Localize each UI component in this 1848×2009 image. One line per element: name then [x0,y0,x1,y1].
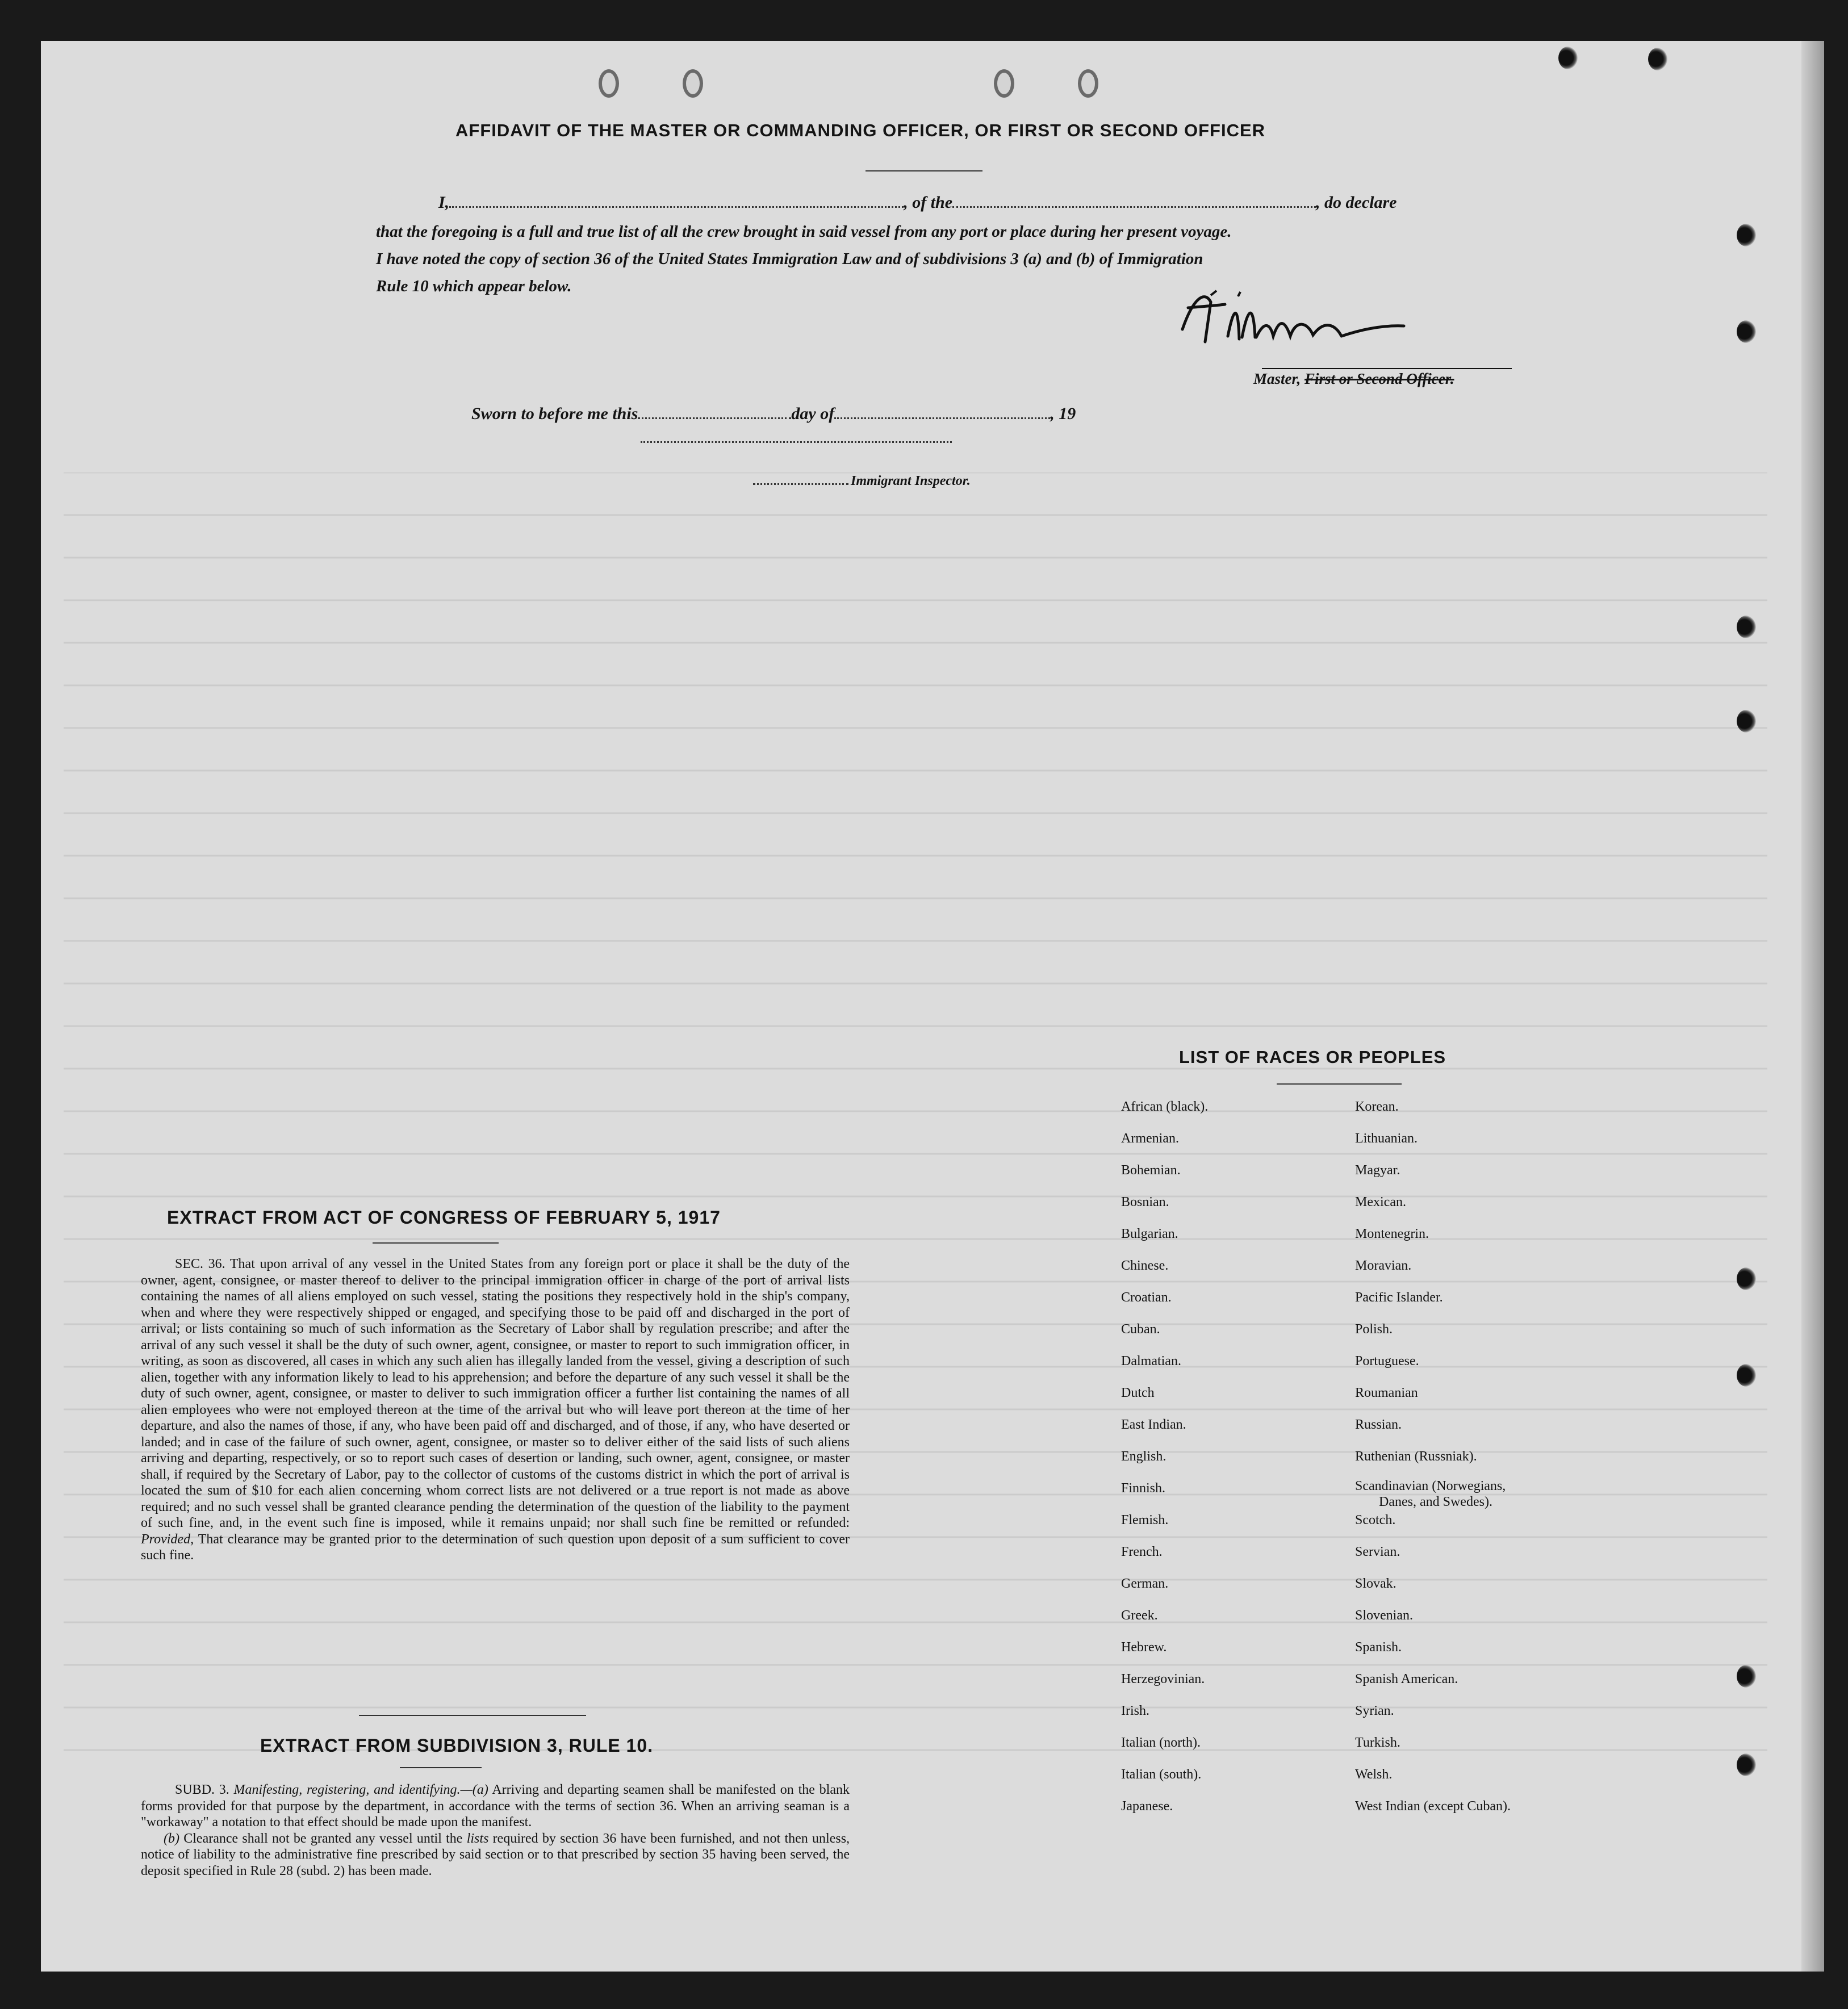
race-item: Bosnian. [1121,1195,1169,1209]
race-item: West Indian (except Cuban). [1355,1799,1511,1814]
race-item: Slovenian. [1355,1608,1413,1623]
act-extract-divider [373,1242,499,1244]
race-item: East Indian. [1121,1417,1186,1432]
punch-mark [1648,48,1667,70]
races-title: LIST OF RACES OR PEOPLES [1179,1047,1446,1067]
sworn-label: Sworn to before me this [471,404,638,423]
rule-paragraph-b [141,1831,850,1880]
act-extract-title: EXTRACT FROM ACT OF CONGRESS OF FEBRUARY 5, 1917 [167,1207,721,1228]
rule-extract-title: EXTRACT FROM SUBDIVISION 3, RULE 10. [260,1735,654,1756]
master-signature [1171,285,1415,359]
punch-mark [1737,710,1756,733]
race-item: Flemish. [1121,1513,1169,1527]
race-item: Japanese. [1121,1799,1173,1814]
rule-paragraph-a [141,1782,850,1831]
bleed-through-grid [64,472,1767,1835]
punch-mark [1737,224,1756,246]
race-item: Servian. [1355,1545,1400,1559]
race-item: Dutch [1121,1386,1155,1400]
race-item: German. [1121,1576,1169,1591]
race-item: Greek. [1121,1608,1158,1623]
rule-para-b-text-1: Clearance shall not be granted any vessel until the [183,1831,463,1846]
bleed-through-lines [64,472,1767,1835]
race-item: Welsh. [1355,1767,1393,1782]
rule-para-b-lists: lists [466,1831,489,1846]
race-item: Lithuanian. [1355,1131,1418,1146]
title-divider [866,170,982,171]
inspector-signature-blank [641,436,952,443]
rule-subd-title: Manifesting, registering, and identifying. [233,1782,461,1797]
rule-extract-body [141,1782,850,1879]
race-item: Finnish. [1121,1481,1166,1496]
affidavit-line-2: that the foregoing is a full and true list of all the crew brought in said vessel from any port or place during her present voyage. [376,223,1232,241]
binder-hole [683,69,703,98]
act-section-text: That upon arrival of any vessel in the United States from any foreign port or place it shall be the duty of the owner, agent, consignee, or master thereof to deliver to the principal immigration officer in charge of the port of arrival lists containing the names of all aliens employed on such vessel, stating the positions they respectively hold in the ship's company, when and where they were respectively shipped or engaged, and specifying those to be paid off and discharged in the port of arrival; or lists containing so much of such information as the Secretary of Labor shall by regulation prescribe; and after the arrival of any such vessel it shall be the duty of such owner, agent, consignee, or master to report to such immigration officer, in writing, as soon as discovered, all cases in which any such alien has illegally landed from the vessel, giving a description of such alien, together with any information likely to lead to his apprehension; and before the departure of any such vessel it shall be the duty of such owner, agent, consignee, or master to deliver to such immigration officer a further list containing the names of all alien employees who were not employed thereon at the time of the arrival but who will leave port thereon at the time of her departure, and also the names of those, if any, who have been paid off and discharged, and of those, if any, who have deserted or landed; and in case of the failure of such owner, agent, consignee, or master so to deliver either of the said lists of such aliens arriving and departing, respectively, or so to report such cases of desertion or landing, such owner, agent, consignee, or master shall, if required by the Secretary of Labor, pay to the collector of customs of the customs district in which the port of arrival is located the sum of $10 for each alien concerning whom correct lists are not delivered or a true report is not made as above required; and no such vessel shall be granted clearance pending the determination of the question of the liability to the payment of such fine, and, in the event such fine is imposed, while it remains unpaid; nor shall such fine be remitted or refunded: [141,1257,850,1530]
race-item: English. [1121,1449,1167,1464]
struck-officer-label: First or Second Officer. [1305,370,1454,387]
race-item: Moravian. [1355,1258,1412,1273]
race-item: Bulgarian. [1121,1227,1178,1241]
act-extract-body [141,1256,850,1564]
year-label: , 19 [1050,404,1076,423]
race-item: Mexican. [1355,1195,1406,1209]
rule-extract-divider [400,1767,482,1768]
race-item: Montenegrin. [1355,1227,1429,1241]
race-item: African (black). [1121,1099,1209,1114]
race-item: Portuguese. [1355,1354,1419,1368]
race-item: Pacific Islander. [1355,1290,1443,1305]
inspector-name-blank [753,483,848,485]
act-section-number: SEC. 36. [175,1257,225,1271]
race-item: Italian (south). [1121,1767,1202,1782]
race-item: French. [1121,1545,1163,1559]
name-blank [449,206,904,208]
master-label: Master, [1253,370,1301,387]
affidavit-of-the-label: , of the [904,193,953,212]
binder-hole [599,69,619,98]
punch-mark [1737,616,1756,638]
affidavit-title: AFFIDAVIT OF THE MASTER OR COMMANDING OFFICER, OR FIRST OR SECOND OFFICER [455,120,1266,140]
race-item: Spanish. [1355,1640,1402,1655]
race-item: Russian. [1355,1417,1402,1432]
sworn-day-blank [638,417,791,419]
race-item: Bohemian. [1121,1163,1181,1178]
punch-mark [1737,1267,1756,1290]
sworn-line [471,404,1076,424]
race-item: Armenian. [1121,1131,1179,1146]
race-item: Croatian. [1121,1290,1172,1305]
rule-para-b-text-2: required by section 36 have been furnished, and not then unless, notice of liability to the administrative fine prescribed by said section or to that prescribed by section 35 having been served, the deposit specified in Rule 28 (subd. 2) has been made. [141,1831,850,1878]
inspector-label: Immigrant Inspector. [851,474,971,488]
race-item: Ruthenian (Russniak). [1355,1449,1477,1464]
race-item: Italian (north). [1121,1735,1201,1750]
inspector-line [753,474,971,489]
race-item: Chinese. [1121,1258,1169,1273]
affidavit-line-4: Rule 10 which appear below. [376,277,572,295]
punch-mark [1737,320,1756,343]
rule-para-b-mark: (b) [164,1831,179,1846]
race-item: Scotch. [1355,1513,1396,1527]
race-item: Roumanian [1355,1386,1418,1400]
rule-para-a-mark: —(a) [460,1782,488,1797]
punch-mark [1737,1364,1756,1387]
binder-hole [1078,69,1098,98]
punch-mark [1558,47,1578,69]
race-item: Turkish. [1355,1735,1400,1750]
affidavit-declare-label: , do declare [1316,193,1397,212]
race-item: Syrian. [1355,1704,1394,1718]
punch-mark [1737,1753,1756,1776]
affidavit-line-3: I have noted the copy of section 36 of the United States Immigration Law and of subdivisions 3 (a) and (b) of Immigration [376,250,1203,268]
race-item: Korean. [1355,1099,1399,1114]
race-item: Cuban. [1121,1322,1160,1337]
race-item: Herzegovinian. [1121,1672,1205,1686]
day-of-label: day of [791,404,835,423]
rule-subd-label: SUBD. 3. [175,1782,229,1797]
punch-mark [1737,1665,1756,1688]
master-underline [1262,368,1512,369]
affidavit-i-label: I, [438,193,450,212]
race-item: Dalmatian. [1121,1354,1181,1368]
race-item: Slovak. [1355,1576,1397,1591]
race-item: Scandinavian (Norwegians, [1355,1479,1506,1493]
section-divider [359,1715,586,1716]
race-item: Hebrew. [1121,1640,1167,1655]
race-item: Magyar. [1355,1163,1400,1178]
vessel-blank [952,206,1316,208]
race-item: Irish. [1121,1704,1149,1718]
race-item: Polish. [1355,1322,1393,1337]
act-provided-term: Provided, [141,1531,194,1547]
master-signature-line [1253,370,1454,388]
rule-para-a-text: Arriving and departing seamen shall be manifested on the blank forms provided for that purpose by the department, in accordance with the terms of section 36. When an arriving seaman is a "workaway" a notation to that effect should be made upon the manifest. [141,1782,850,1830]
page-edge-shadow [1801,41,1824,1972]
affidavit-declaration-line [438,193,1397,212]
sworn-month-blank [834,417,1050,419]
race-item: Spanish American. [1355,1672,1458,1686]
binder-hole [994,69,1014,98]
races-divider [1277,1083,1402,1085]
race-item: Danes, and Swedes). [1379,1495,1492,1509]
manifest-sheet [41,41,1824,1972]
act-section-text-end: That clearance may be granted prior to the determination of such question upon deposit of a sum sufficient to cover such fine. [141,1531,850,1563]
